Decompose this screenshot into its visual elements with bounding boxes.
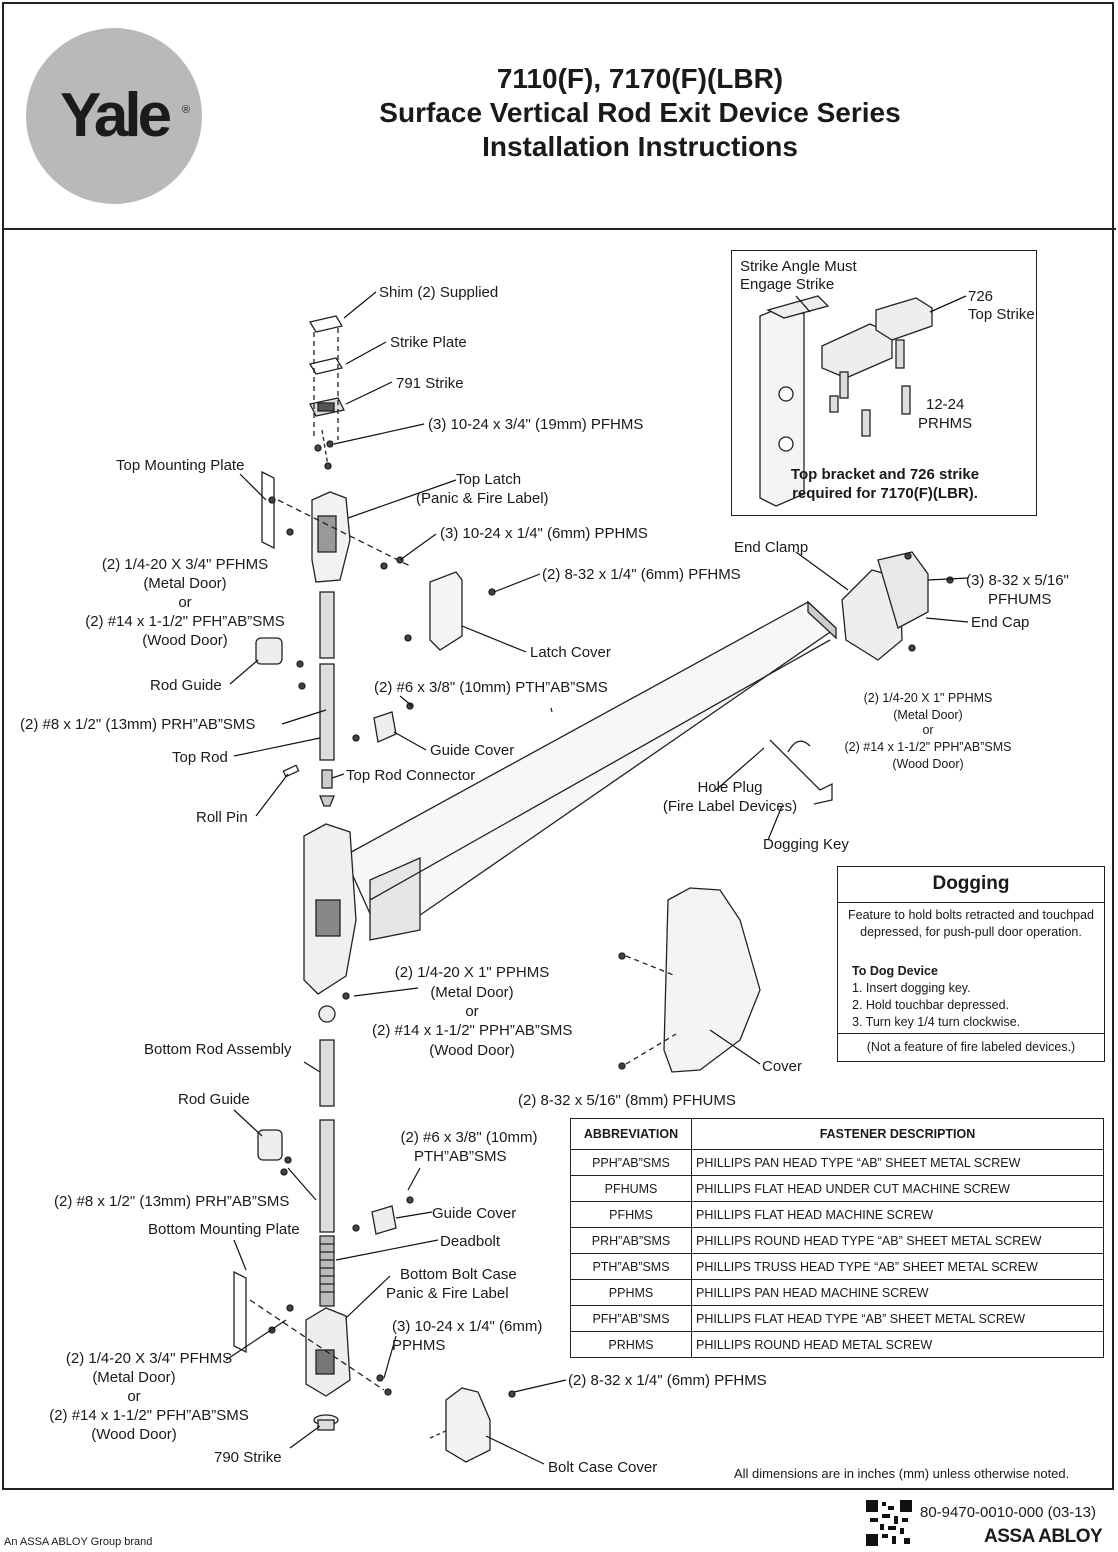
bottom-rod-part [319, 1006, 335, 1232]
label-bottom-plate-screws-2: (Metal Door) [92, 1369, 176, 1386]
label-deadbolt: Deadbolt [440, 1233, 501, 1250]
label-top-plate-screws-5: (Wood Door) [142, 632, 228, 649]
strike-791-part [310, 398, 344, 416]
table-row [571, 1280, 1104, 1306]
registered-mark: ® [182, 104, 191, 116]
dogging-title: Dogging [838, 867, 1104, 903]
label-roll-pin: Roll Pin [196, 809, 248, 826]
label-end-mount-2: (Metal Door) [893, 708, 963, 722]
label-top-plate-screws-1: (2) 1/4-20 X 3/4" PFHMS [101, 556, 269, 573]
label-bottom-plate-screws-5: (Wood Door) [91, 1426, 177, 1443]
shim-part [310, 316, 342, 332]
strike-angle-label-1: Strike Angle Must [740, 258, 857, 275]
label-hole-plug-2: (Fire Label Devices) [662, 798, 798, 815]
abbr-cell: PRHMS [571, 1332, 692, 1358]
label-dogging-key: Dogging Key [763, 836, 849, 853]
abbr-cell: PFH”AB”SMS [571, 1306, 692, 1332]
center-case-part [304, 824, 356, 994]
label-bottom-rod-assembly: Bottom Rod Assembly [144, 1041, 292, 1058]
label-shim: Shim (2) Supplied [379, 284, 499, 301]
label-bottom-plate-screws-1: (2) 1/4-20 X 3/4" PFHMS [65, 1350, 233, 1367]
title-series: Surface Vertical Rod Exit Device Series [379, 97, 901, 128]
desc-cell: PHILLIPS FLAT HEAD TYPE “AB” SHEET METAL SCREW [692, 1306, 1104, 1332]
label-bottom-mounting-plate: Bottom Mounting Plate [148, 1221, 300, 1238]
label-bottom-bolt-case-1: Bottom Bolt Case [400, 1266, 517, 1283]
dogging-steps-heading: To Dog Device [852, 964, 938, 978]
label-end-screws-1: (3) 8-32 x 5/16" [966, 572, 1069, 589]
label-strike-plate: Strike Plate [390, 334, 467, 351]
label-top-latch-1: Top Latch [456, 471, 522, 488]
bolt-case-cover-part [446, 1388, 490, 1462]
label-bottom-case-screws-2: PPHMS [392, 1337, 446, 1354]
dimensions-note: All dimensions are in inches (mm) unless otherwise noted. [734, 1466, 1070, 1481]
top-rod-part [320, 592, 334, 760]
label-top-strike-screws: (3) 10-24 x 3/4" (19mm) PFHMS [428, 416, 644, 433]
label-center-mount-3: or [465, 1003, 479, 1020]
brand-note: An ASSA ABLOY Group brand [4, 1536, 153, 1548]
label-791-strike: 791 Strike [396, 375, 464, 392]
label-bottom-plate-screws-4: (2) #14 x 1-1/2" PFH”AB”SMS [49, 1407, 249, 1424]
label-end-clamp: End Clamp [734, 539, 809, 556]
assa-abloy-logo: ASSA ABLOY [984, 1526, 1103, 1547]
label-rod-guide-bottom: Rod Guide [178, 1091, 250, 1108]
label-rod-guide-top: Rod Guide [150, 677, 222, 694]
abbr-cell: PPH”AB”SMS [571, 1150, 692, 1176]
label-center-mount-2: (Metal Door) [430, 984, 514, 1001]
abbr-cell: PRH”AB”SMS [571, 1228, 692, 1254]
label-790-strike: 790 Strike [214, 1449, 282, 1466]
strike-inset-box [731, 250, 1037, 516]
table-header-description: FASTENER DESCRIPTION [692, 1119, 1104, 1150]
label-top-plate-screws-3: or [178, 594, 192, 611]
label-top-plate-screws-4: (2) #14 x 1-1/2" PFH”AB”SMS [85, 613, 285, 630]
top-latch-part [312, 492, 350, 582]
label-cover: Cover [762, 1058, 803, 1075]
label-bolt-case-screws: (2) 8-32 x 1/4" (6mm) PFHMS [568, 1372, 767, 1389]
label-guide-cover-top: Guide Cover [430, 742, 515, 759]
table-row [571, 1306, 1104, 1332]
desc-cell: PHILLIPS ROUND HEAD TYPE “AB” SHEET METAL SCREW [692, 1228, 1104, 1254]
label-center-mount-5: (Wood Door) [429, 1042, 515, 1059]
desc-cell: PHILLIPS PAN HEAD MACHINE SCREW [692, 1280, 1104, 1306]
label-end-mount-1: (2) 1/4-20 X 1" PPHMS [863, 691, 993, 705]
qr-code-icon [866, 1500, 912, 1546]
label-end-screws-2: PFHUMS [988, 591, 1052, 608]
abbr-cell: PTH”AB”SMS [571, 1254, 692, 1280]
label-center-mount-1: (2) 1/4-20 X 1" PPHMS [394, 964, 550, 981]
label-top-plate-screws-2: (Metal Door) [143, 575, 227, 592]
strike-plate-part [310, 358, 342, 374]
label-bottom-bolt-case-2: Panic & Fire Label [386, 1285, 509, 1302]
title-models: 7110(F), 7170(F)(LBR) [496, 63, 784, 94]
label-end-mount-3: or [922, 723, 934, 737]
label-cover-screws: (2) 8-32 x 5/16" (8mm) PFHUMS [518, 1092, 736, 1109]
guide-cover-bottom-part [372, 1206, 396, 1234]
table-row [571, 1150, 1104, 1176]
top-rod-connector-part [320, 770, 334, 806]
prhms-label-1: 12-24 [926, 396, 965, 413]
table-row [571, 1202, 1104, 1228]
label-latch-cover-screws: (2) 8-32 x 1/4" (6mm) PFHMS [542, 566, 741, 583]
title-instructions: Installation Instructions [482, 131, 798, 162]
label-guide-cover-screws-bottom-2: PTH”AB”SMS [414, 1148, 507, 1165]
rod-guide-bottom-part [258, 1130, 282, 1160]
label-bolt-case-cover: Bolt Case Cover [548, 1459, 658, 1476]
table-row [571, 1228, 1104, 1254]
label-rod-guide-screws-top: (2) #8 x 1/2" (13mm) PRH”AB”SMS [20, 716, 256, 733]
label-end-mount-5: (Wood Door) [892, 757, 964, 771]
abbr-cell: PFHMS [571, 1202, 692, 1228]
label-top-latch-2: (Panic & Fire Label) [416, 490, 549, 507]
inset-note-2: required for 7170(F)(LBR). [792, 485, 978, 502]
top-mounting-plate-part [262, 472, 274, 548]
inset-note-1: Top bracket and 726 strike [790, 466, 980, 483]
abbr-cell: PFHUMS [571, 1176, 692, 1202]
label-end-mount-4: (2) #14 x 1-1/2" PPH”AB”SMS [844, 740, 1012, 754]
label-top-rod: Top Rod [172, 749, 228, 766]
label-latch-cover: Latch Cover [530, 644, 611, 661]
desc-cell: PHILLIPS TRUSS HEAD TYPE “AB” SHEET METAL SCREW [692, 1254, 1104, 1280]
logo-text: Yale [59, 81, 169, 150]
top-strike-label-2: Top Strike [968, 306, 1035, 323]
label-top-rod-connector: Top Rod Connector [346, 767, 476, 784]
label-top-mounting-plate: Top Mounting Plate [116, 457, 245, 474]
abbr-cell: PPHMS [571, 1280, 692, 1306]
latch-cover-part [430, 572, 462, 650]
table-row [571, 1254, 1104, 1280]
dogging-description: Feature to hold bolts retracted and touchpad depressed, for push-pull door operation. [848, 908, 1094, 939]
dogging-steps [852, 963, 1020, 1031]
roll-pin-part [283, 765, 298, 776]
dogging-step-3: 3. Turn key 1/4 turn clockwise. [852, 1015, 1021, 1029]
cover-part [664, 888, 760, 1072]
desc-cell: PHILLIPS FLAT HEAD UNDER CUT MACHINE SCREW [692, 1176, 1104, 1202]
label-guide-cover-bottom: Guide Cover [432, 1205, 517, 1222]
table-row [571, 1332, 1104, 1358]
label-guide-cover-screws-bottom-1: (2) #6 x 3/8" (10mm) [400, 1129, 538, 1146]
label-bottom-plate-screws-3: or [127, 1388, 141, 1405]
deadbolt-part [320, 1236, 334, 1306]
label-center-mount-4: (2) #14 x 1-1/2" PPH”AB”SMS [372, 1022, 573, 1039]
table-header-abbreviation: ABBREVIATION [571, 1119, 692, 1150]
bottom-mounting-plate-part [234, 1272, 246, 1352]
dogging-box [837, 866, 1105, 1062]
strike-angle-label-2: Engage Strike [740, 276, 835, 293]
label-guide-cover-screws-top: (2) #6 x 3/8" (10mm) PTH”AB”SMS [374, 679, 608, 696]
label-top-latch-screws: (3) 10-24 x 1/4" (6mm) PPHMS [440, 525, 648, 542]
desc-cell: PHILLIPS FLAT HEAD MACHINE SCREW [692, 1202, 1104, 1228]
guide-cover-top-part [374, 712, 396, 742]
dogging-note: (Not a feature of fire labeled devices.) [838, 1033, 1104, 1061]
desc-cell: PHILLIPS PAN HEAD TYPE “AB” SHEET METAL SCREW [692, 1150, 1104, 1176]
label-rod-guide-screws-bottom: (2) #8 x 1/2" (13mm) PRH”AB”SMS [54, 1193, 290, 1210]
fastener-table [570, 1118, 1104, 1358]
label-bottom-case-screws-1: (3) 10-24 x 1/4" (6mm) [392, 1318, 543, 1335]
document-number: 80-9470-0010-000 (03-13) [920, 1504, 1096, 1521]
desc-cell: PHILLIPS ROUND HEAD METAL SCREW [692, 1332, 1104, 1358]
dogging-step-2: 2. Hold touchbar depressed. [852, 998, 1010, 1012]
label-hole-plug-1: Hole Plug [697, 779, 763, 796]
top-strike-label-1: 726 [968, 288, 994, 305]
label-end-cap: End Cap [971, 614, 1030, 631]
table-row [571, 1176, 1104, 1202]
prhms-label-2: PRHMS [918, 415, 973, 432]
dogging-step-1: 1. Insert dogging key. [852, 981, 971, 995]
